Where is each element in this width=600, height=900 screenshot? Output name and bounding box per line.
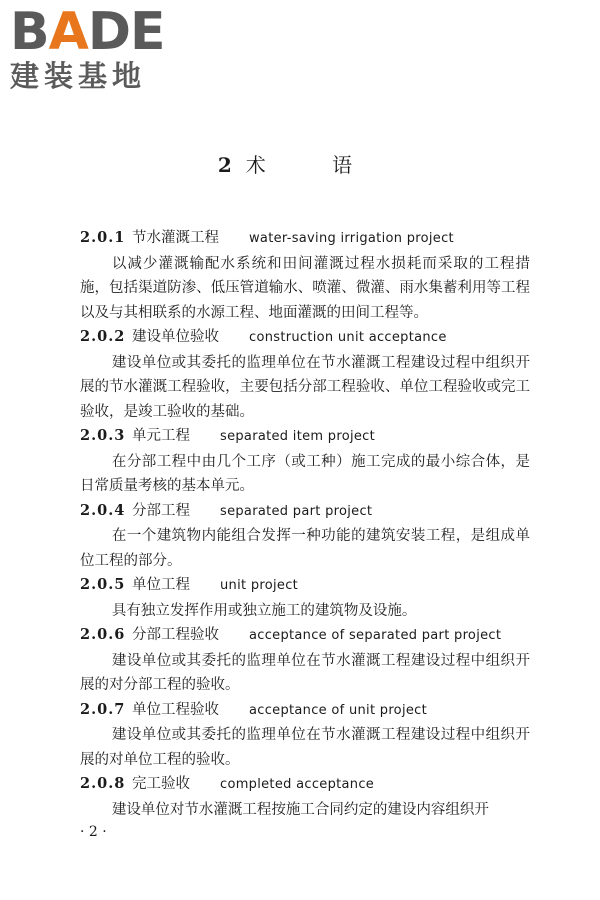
- logo-tagline: 建装基地: [10, 59, 147, 93]
- term-name-cn: 分部工程验收: [132, 627, 219, 643]
- term-heading: [80, 772, 530, 798]
- term-number: 2.0.7: [80, 700, 126, 718]
- term-entry: [80, 226, 530, 325]
- term-name-en: completed acceptance: [220, 777, 375, 792]
- site-logo: [10, 2, 165, 93]
- chapter-title: [0, 152, 600, 178]
- term-heading: [80, 424, 530, 450]
- term-name-en: construction unit acceptance: [249, 330, 447, 345]
- term-heading: [80, 698, 530, 724]
- term-number: 2.0.5: [80, 576, 126, 593]
- term-number: 2.0.6: [80, 626, 126, 643]
- term-heading: [80, 573, 530, 599]
- term-definition: 建设单位或其委托的监理单位在节水灌溉工程建设过程中组织开展的对分部工程的验收。: [80, 652, 530, 693]
- chapter-name: 术 语: [245, 153, 383, 177]
- term-heading: [80, 499, 530, 525]
- term-number: 2.0.8: [80, 775, 126, 792]
- term-name-cn: 单元工程: [132, 428, 190, 444]
- term-name-cn: 建设单位验收: [132, 329, 219, 345]
- term-definition: 建设单位对节水灌溉工程按施工合同约定的建设内容组织开: [111, 801, 489, 818]
- term-name-cn: 单位工程验收: [132, 701, 219, 718]
- term-entry: [80, 772, 530, 822]
- term-name-cn: 单位工程: [132, 577, 190, 593]
- term-entry: [80, 424, 530, 499]
- term-number: 2.0.2: [80, 328, 126, 345]
- logo-brand-text: [10, 2, 165, 62]
- term-number: 2.0.3: [80, 427, 126, 444]
- term-name-en: separated item project: [220, 429, 376, 444]
- logo-letters-de: DE: [87, 2, 165, 62]
- term-name-en: separated part project: [220, 503, 373, 519]
- term-name-cn: 分部工程: [132, 502, 190, 519]
- term-definition: 在分部工程中由几个工序（或工种）施工完成的最小综合体，是日常质量考核的基本单元。: [80, 453, 530, 494]
- term-name-cn: 完工验收: [132, 776, 190, 792]
- logo-letter-a-accent: A: [48, 2, 88, 62]
- term-number: 2.0.1: [80, 229, 126, 246]
- term-heading: [80, 226, 530, 252]
- term-definition: 建设单位或其委托的监理单位在节水灌溉工程建设过程中组织开展的节水灌溉工程验收，主要包括分部工程验收、单位工程验收或完工验收，是竣工验收的基础。: [80, 354, 530, 420]
- logo-letter-b: B: [10, 2, 49, 62]
- chapter-number: 2: [217, 153, 232, 177]
- page-number: · 2 ·: [80, 824, 107, 840]
- term-name-en: acceptance of separated part project: [249, 628, 502, 643]
- term-name-en: acceptance of unit project: [249, 702, 427, 718]
- term-heading: [80, 623, 530, 649]
- term-heading: [80, 325, 530, 351]
- terms-list: [80, 226, 530, 822]
- term-definition: 具有独立发挥作用或独立施工的建筑物及设施。: [111, 602, 417, 619]
- term-entry: [80, 623, 530, 698]
- term-name-cn: 节水灌溉工程: [132, 230, 219, 246]
- term-entry: [80, 325, 530, 424]
- term-entry: [80, 573, 530, 623]
- term-definition: 在一个建筑物内能组合发挥一种功能的建筑安装工程，是组成单位工程的部分。: [80, 528, 530, 569]
- term-entry: [80, 698, 530, 773]
- term-number: 2.0.4: [80, 501, 126, 519]
- term-entry: [80, 499, 530, 574]
- term-definition: 建设单位或其委托的监理单位在节水灌溉工程建设过程中组织开展的对单位工程的验收。: [80, 727, 530, 768]
- term-name-en: unit project: [220, 578, 299, 593]
- term-definition: 以减少灌溉输配水系统和田间灌溉过程水损耗而采取的工程措施，包括渠道防渗、低压管道输水、喷灌、微灌、雨水集蓄利用等工程以及与其相联系的水源工程、地面灌溉的田间工程等。: [80, 255, 530, 321]
- term-name-en: water-saving irrigation project: [249, 231, 454, 246]
